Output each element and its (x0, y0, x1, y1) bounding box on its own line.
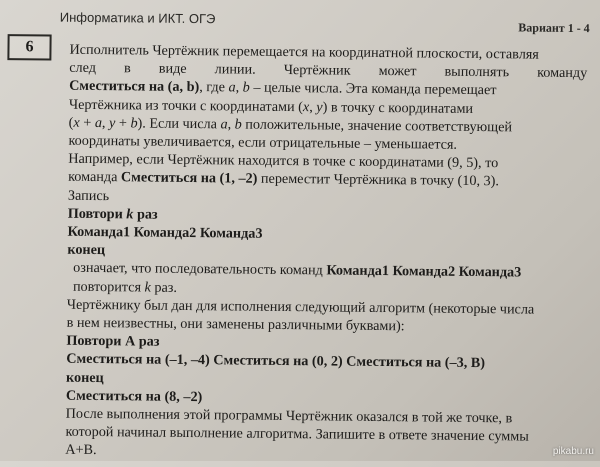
task-line: конец (65, 369, 104, 386)
task-line: Сместиться на (–1, –4) Сместиться на (0, 2) Сместиться на (–3, В) (66, 351, 486, 372)
task-line: Исполнитель Чертёжник перемещается на координатной плоскости, оставляя (69, 41, 539, 63)
task-line: А+В. (65, 442, 97, 459)
task-line: команда Сместиться на (1, –2) переместит Чертёжника в точку (10, 3). (68, 169, 500, 190)
task-line: Повтори k раз (67, 205, 158, 223)
task-line: Чертёжнику был дан для исполнения следующий алгоритм (некоторые числа (66, 296, 535, 318)
task-line: которой начинал выполнение алгоритма. Запишите в ответе значение суммы (65, 423, 529, 445)
task-line: Например, если Чертёжник находится в точке с координатами (9, 5), то (68, 150, 499, 172)
task-line: Команда1 Команда2 Команда3 (67, 223, 263, 242)
task-line: Чертёжника из точки с координатами (x, y) в точку с координатами (68, 96, 474, 117)
task-line: конец (67, 241, 106, 259)
task-line: (x + a, y + b). Если числа a, b положительные, значение соответствующей (68, 114, 513, 136)
task-number-box (7, 34, 51, 60)
task-text (65, 41, 587, 465)
task-line: означает, что последовательность команд Команда1 Команда2 Команда3 (73, 260, 522, 281)
task-line: координаты увеличивается, если отрицательные – уменьшается. (68, 132, 458, 153)
task-line: след в виде линии. Чертёжник может выполнять команду (69, 59, 588, 82)
task-line: в нем неизвестны, они заменены различными буквами): (66, 314, 405, 335)
task-number: 6 (25, 38, 34, 56)
task-line: Сместиться на (a, b), где a, b – целые числа. Эта команда перемещает (69, 78, 497, 99)
task-line: Сместиться на (8, –2) (65, 387, 203, 405)
subject-header: Информатика и ИКТ. ОГЭ (59, 9, 216, 27)
task-line: повторится k раз. (72, 278, 178, 296)
task-line: После выполнения этой программы Чертёжник оказался в той же точке, в (65, 405, 513, 427)
task-line: Запись (67, 187, 110, 204)
task-line: Повтори А раз (66, 332, 160, 350)
variant-label: Вариант 1 - 4 (518, 20, 590, 36)
watermark: pikabu.ru (552, 446, 594, 457)
